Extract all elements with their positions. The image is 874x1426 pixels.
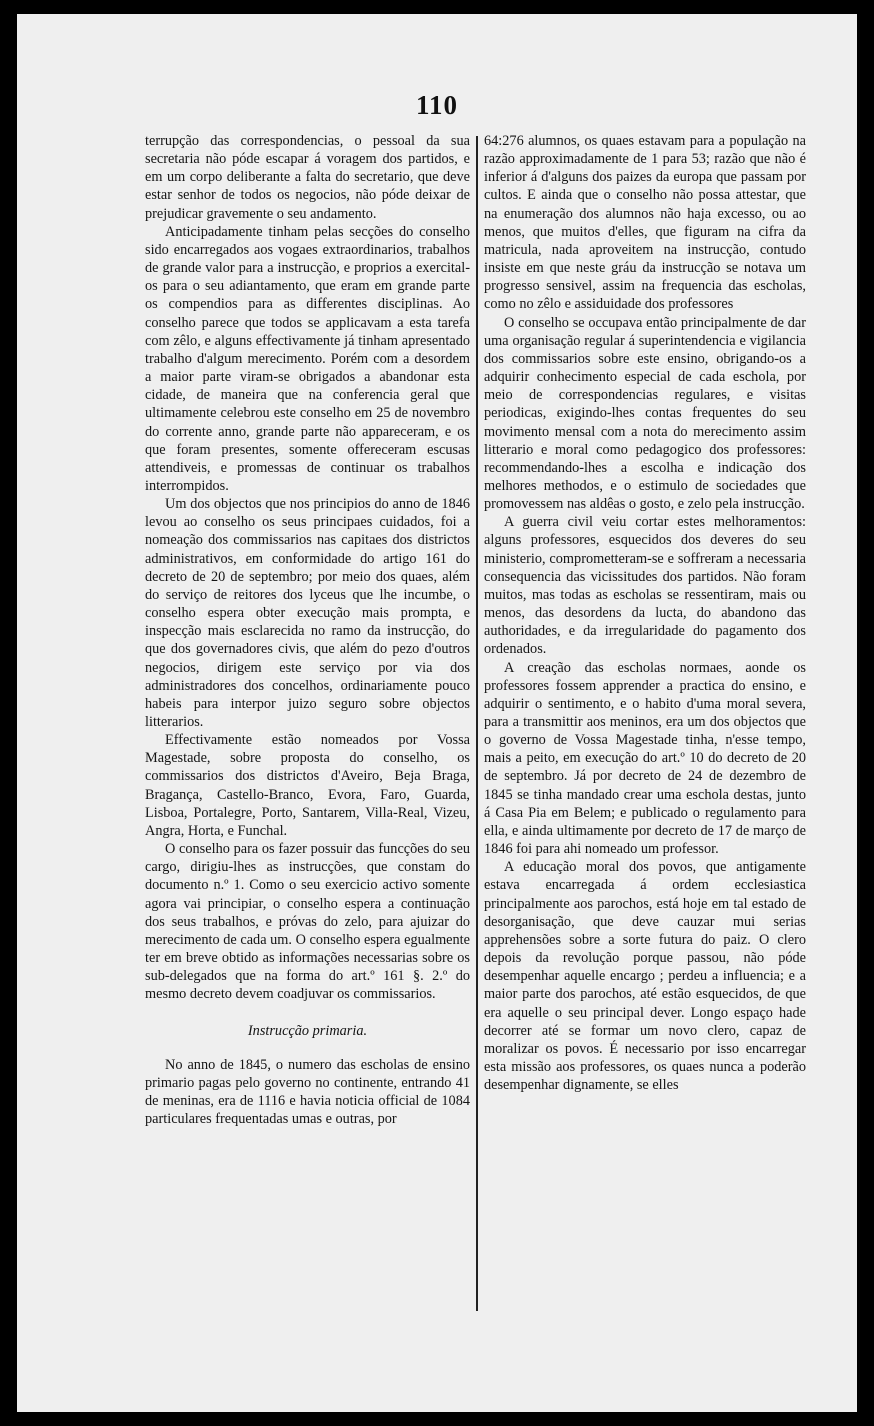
paragraph: No anno de 1845, o numero das escholas de ensino primario pagas pelo governo no continente, entrando 41 de meninas, era de 1116 e havia noticia official de 1084 particulares frequentadas umas e outras, por	[145, 1056, 470, 1128]
paragraph: Anticipadamente tinham pelas secções do conselho sido encarregados aos vogaes extraordinarios, trabalhos de grande valor para a instrucção, e proprios a exercital-os para o seu adiantamento, que eram em grande parte os compendios para as differentes disciplinas. Ao conselho parece que todos se applicavam a esta tarefa com zêlo, e alguns effectivamente já tinham apresentado trabalho d'algum merecimento. Porém com a desordem a maior parte viram-se obrigados a abandonar esta cidade, de maneira que na conferencia geral que ultimamente celebrou este conselho em 25 de novembro do corrente anno, grande parte não appareceram, e os que foram presentes, somente offereceram escusas attendiveis, e promessas de continuar os trabalhos interrompidos.	[145, 223, 470, 494]
paragraph: O conselho se occupava então principalmente de dar uma organisação regular á superintendencia e vigilancia dos commissarios sobre este ensino, obrigando-os a adquirir conhecimento especial de cada eschola, por meio de correspondencias regulares, e visitas periodicas, exigindo-lhes contas frequentes do seu movimento mensal com a nota do merecimento assim litterario e moral como pedagogico dos professores: recommendando-lhes a escolha e indicação dos melhores methodos, e o estimulo de sociedades que promovessem nas aldêas o gosto, e zelo pela instrucção.	[484, 314, 806, 513]
document-page	[17, 14, 857, 1412]
right-column	[484, 132, 806, 1094]
paragraph: Um dos objectos que nos principios do anno de 1846 levou ao conselho os seus principaes cuidados, foi a nomeação dos commissarios nas capitaes dos districtos administrativos, em conformidade do artigo 161 do decreto de 20 de septembro; por meio dos quaes, além do serviço de reitores dos lyceus que lhe incumbe, o conselho espera obter execução mais prompta, e inspecção mais esclarecida no ramo da instrucção, do que dos governadores civis, que além do pezo d'outros negocios, dirigem este serviço por via dos administradores dos concelhos, ordinariamente pouco habeis para interpor juizo seguro sobre objectos litterarios.	[145, 496, 470, 730]
paragraph: A guerra civil veiu cortar estes melhoramentos: alguns professores, esquecidos dos deveres do seu ministerio, comprometteram-se e soffreram a necessaria consequencia das vicissitudes dos partidos. Não foram muitos, mas todas as escholas se ressentiram, mais ou menos, das desordens da lucta, do abandono das authoridades, e da irregularidade do pagamento dos ordenados.	[484, 514, 806, 658]
column-divider	[476, 136, 478, 1311]
paragraph: Effectivamente estão nomeados por Vossa Magestade, sobre proposta do conselho, os commissarios dos districtos d'Aveiro, Beja Braga, Bragança, Castello-Branco, Evora, Faro, Guarda, Lisboa, Portalegre, Porto, Santarem, Villa-Real, Vizeu, Angra, Horta, e Funchal.	[145, 732, 470, 839]
paragraph: terrupção das correspondencias, o pessoal da sua secretaria não póde escapar á voragem dos partidos, e em um corpo deliberante a falta do secretario, que deve estar senhor de todos os negocios, não póde deixar de prejudicar gravemente o seu andamento.	[145, 133, 470, 222]
page-number: 110	[415, 90, 458, 120]
paragraph: A educação moral dos povos, que antigamente estava encarregada á ordem ecclesiastica principalmente aos parochos, está hoje em tal estado de desorganisação, que deve cauzar mui serias apprehensões sobre a sorte futura do paiz. O clero depois da revolução porque passou, não póde desempenhar aquelle encargo ; perdeu a influencia; e a maior parte dos parochos, até estão esquecidos, de que era aquelle o seu principal dever. Longo espaço hade decorrer até se formar um novo clero, capaz de moralizar os povos. É necessario por isso encarregar esta missão aos professores, os quaes nunca a poderão desempenhar dignamente, se elles	[484, 859, 806, 1094]
section-heading: Instrucção primaria.	[247, 1022, 368, 1039]
left-column	[145, 132, 470, 1128]
paragraph: A creação das escholas normaes, aonde os professores fossem apprender a practica do ensino, e adquirir o sentimento, e o habito d'uma moral severa, para a transmittir aos meninos, era um dos objectos que o governo de Vossa Magestade tinha, n'esse tempo, mais a peito, em execução do art.º 10 do decreto de 20 de septembro. Já por decreto de 24 de dezembro de 1845 se tinha mandado crear uma eschola destas, junto á Casa Pia em Belem; e publicado o regulamento para ella, e ainda ultimamente por decreto de 17 de março de 1846 foi para ahi nomeado um professor.	[484, 659, 806, 858]
paragraph: 64:276 alumnos, os quaes estavam para a população na razão approximadamente de 1 para 53; razão que não é inferior á d'alguns dos paizes da europa que passam por cultos. E ainda que o conselho não possa attestar, que na enumeração dos alumnos não haja excesso, ou ao menos, que muitos d'elles, que figuram na cifra da matricula, nada aproveitem na instrucção, contudo insiste em que neste gráu da instrucção se notava um progresso sensivel, assim na frequencia das escholas, como no zêlo e assiduidade dos professores	[484, 133, 806, 313]
paragraph: O conselho para os fazer possuir das funcções do seu cargo, dirigiu-lhes as instrucções, que constam do documento n.º 1. Como o seu exercicio activo somente agora vai principiar, o conselho espera a continuação dos seus trabalhos, e próvas do zelo, para ajuizar do merecimento de cada um. O conselho espera egualmente ter em breve obtido as informações necessarias sobre os sub-delegados que na forma do art.º 161 §. 2.º do mesmo decreto devem coadjuvar os commissarios.	[145, 841, 470, 1003]
